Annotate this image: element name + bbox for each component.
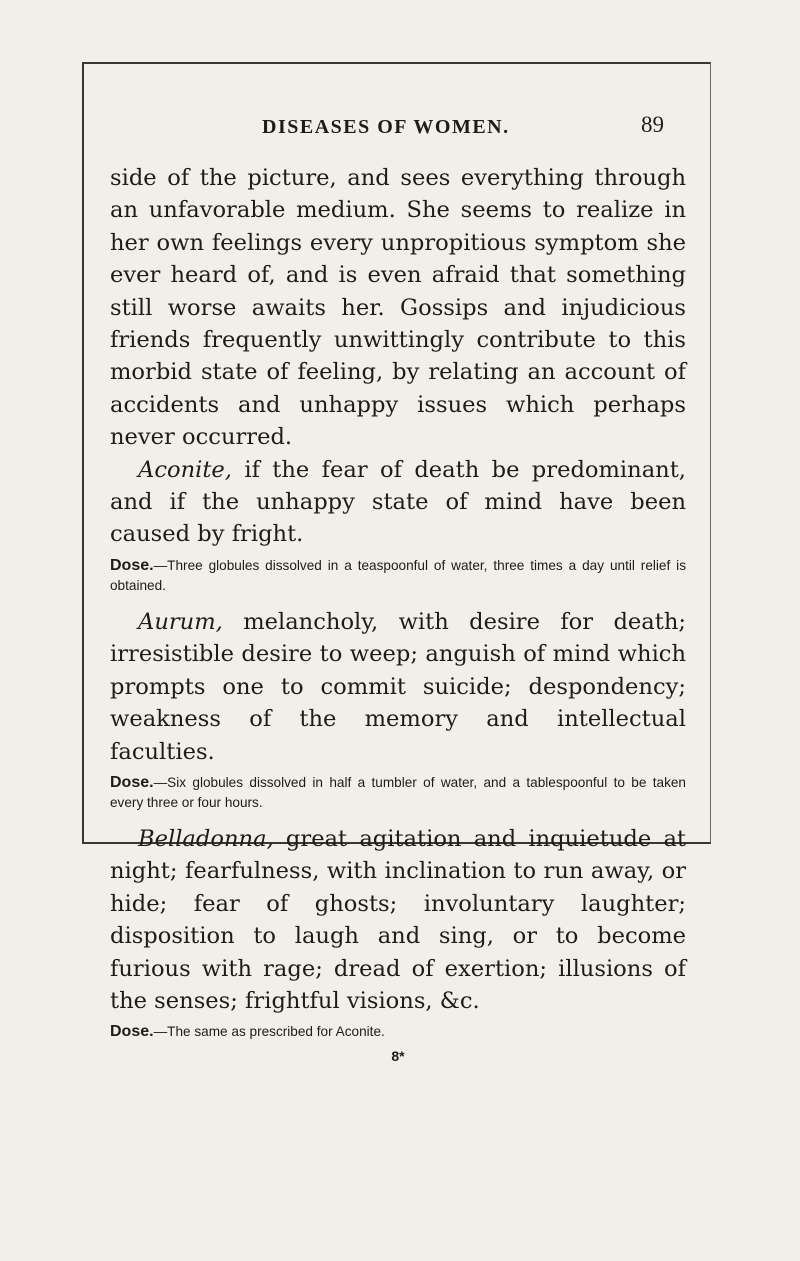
dose-label: Dose.: [110, 773, 154, 791]
page-number: 89: [641, 112, 664, 137]
dose-label: Dose.: [110, 1023, 154, 1041]
dose-note: [110, 773, 686, 813]
remedy-name: Belladonna,: [138, 825, 274, 852]
paragraph-belladonna: [110, 823, 686, 1017]
dose-note: [110, 1022, 686, 1042]
paragraph-aurum: [110, 606, 686, 768]
remedy-description: if the fear of death be predominant, and if the unhappy state of mind have been caused by fright.: [110, 456, 686, 548]
remedy-name: Aurum,: [138, 608, 223, 635]
running-title: DISEASES OF WOMEN.: [262, 116, 510, 138]
running-head: [110, 112, 678, 146]
dose-text: —Three globules dissolved in a teaspoonful of water, three times a day until relief is obtained.: [110, 557, 686, 593]
remedy-description: melancholy, with desire for death; irresistible desire to weep; anguish of mind which prompts one to commit suicide; despondency; weakness of the memory and intellectual faculties.: [110, 608, 686, 765]
signature-mark: 8*: [391, 1048, 405, 1065]
paragraph-aconite: [110, 454, 686, 551]
dose-text: —Six globules dissolved in half a tumbler of water, and a tablespoonful to be taken every three or four hours.: [110, 774, 686, 810]
body-text: [110, 162, 686, 1073]
remedy-description: great agitation and inquietude at night; fearfulness, with inclination to run away, or hide; fear of ghosts; involuntary laughter; disposition to laugh and sing, or to become furious with rage; dread of exertion; illusions of the senses; frightful visions, &c.: [110, 825, 686, 1014]
dose-label: Dose.: [110, 556, 154, 574]
paragraph-intro: side of the picture, and sees everything through an unfavorable medium. She seems to realize in her own feelings every unpropitious symptom she ever heard of, and is even afraid that something still worse awaits her. Gossips and injudicious friends frequently unwittingly contribute to this morbid state of feeling, by relating an account of accidents and unhappy issues which perhaps never occurred.: [110, 165, 686, 451]
dose-note: [110, 556, 686, 596]
dose-text: —The same as prescribed for Aconite.: [153, 1024, 385, 1040]
remedy-name: Aconite,: [138, 456, 232, 483]
